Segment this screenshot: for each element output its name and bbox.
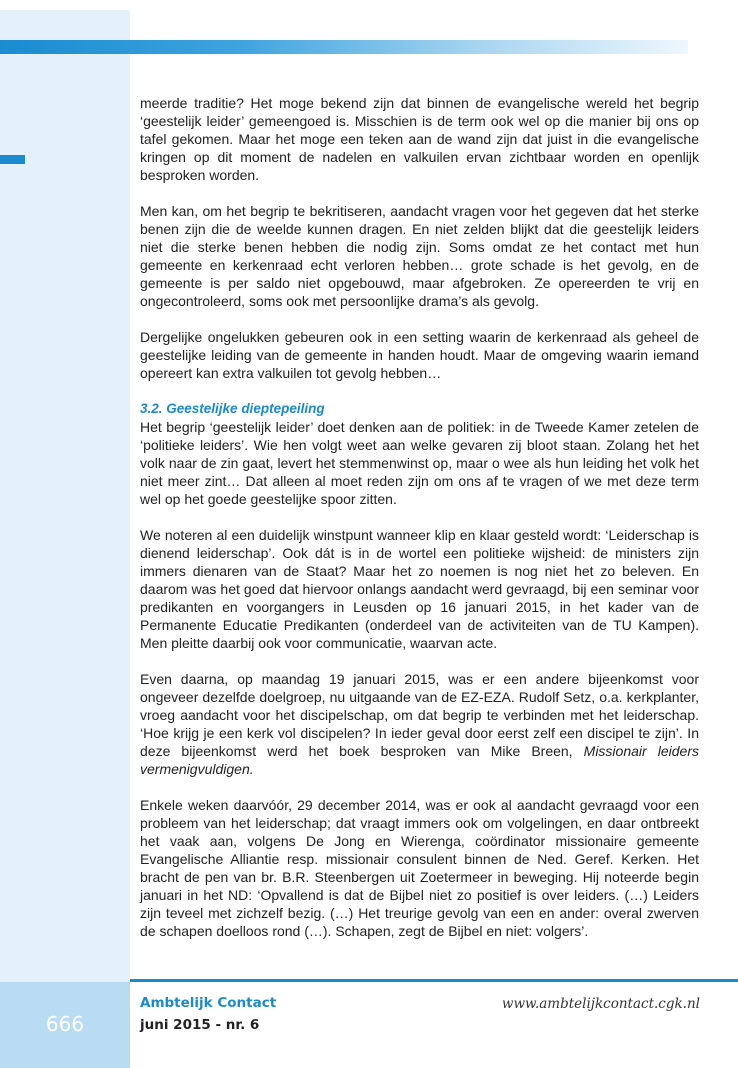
paragraph-7: Enkele weken daarvóór, 29 december 2014, was er ook al aandacht gevraagd voor een probleem van het leiderschap; dat vraagt immers ook om volgelingen, en daar ontbreekt het vaak aan, volgens De Jong en Wierenga, coördinator missionaire gemeente Evangelische Alliantie resp. missionair consulent binnen de Ned. Geref. Kerken. Het bracht de pen van br. B.R. Steenbergen uit Zoetermeer in beweging. Hij noteerde begin januari in het ND: ‘Opvallend is dat de Bijbel niet zo positief is over leiders. (…) Leiders zijn teveel met zichzelf bezig. (…) Het treurige gevolg van een en ander: overal zwerven de schapen doelloos rond (…). Schapen, zegt de Bijbel en niet: volgers’. [140, 797, 699, 939]
paragraph-6 [140, 670, 699, 778]
paragraph-3: Dergelijke ongelukken gebeuren ook in een setting waarin de kerkenraad als geheel de geestelijke leiding van de gemeente in handen houdt. Maar de omgeving waarin iemand opereert kan extra valkuilen tot gevolg hebben… [140, 329, 699, 381]
paragraph-5: We noteren al een duidelijk winstpunt wanneer klip en klaar gesteld wordt: ‘Leiderschap is dienend leiderschap’. Ook dát is in de wortel een politieke wijsheid: de ministers zijn immers dienaren van de Staat? Maar het zo noemen is nog niet het zo beleven. En daarom was het goed dat hiervoor onlangs aandacht werd gevraagd, bij een seminar voor predikanten en voorgangers in Leusden op 16 januari 2015, in het kader van de Permanente Educatie Predikanten (onderdeel van de activiteiten van de TU Kampen). Men pleitte daarbij ook voor communicatie, waarvan acte. [140, 527, 699, 651]
paragraph-6-text: Even daarna, op maandag 19 januari 2015, was er een andere bijeenkomst voor ongeveer dezelfde doelgroep, nu uitgaande van de EZ-EZA. Rudolf Setz, o.a. kerkplanter, vroeg aandacht voor het discipelschap, om dat begrip te verbinden met het leiderschap. ‘Hoe krijg je een kerk vol discipelen? In ieder geval door eerst zelf een discipel te zijn’. In deze bijeenkomst werd het boek besproken van Mike Breen, [140, 671, 699, 759]
magazine-issue: juni 2015 - nr. 6 [140, 1017, 260, 1033]
footer-rule [130, 979, 738, 982]
header-gradient-bar [0, 40, 688, 54]
page-number: 666 [45, 1012, 85, 1036]
website-link[interactable]: www.ambtelijkcontact.cgk.nl [501, 996, 700, 1012]
magazine-title: Ambtelijk Contact [140, 995, 277, 1011]
paragraph-1: meerde traditie? Het moge bekend zijn dat binnen de evangelische wereld het begrip ‘geestelijk leider’ gemeengoed is. Misschien is de term ook wel op die manier bij ons op tafel gekomen. Maar het moge een teken aan de wand zijn dat juist in die evangelische kringen op dit moment de nadelen en valkuilen ervan zichtbaar worden en openlijk besproken worden. [140, 95, 699, 183]
page-sidebar [0, 10, 130, 1068]
article-body [140, 94, 699, 958]
section-heading: 3.2. Geestelijke dieptepeiling [140, 401, 325, 416]
paragraph-4: Het begrip ‘geestelijk leider’ doet denken aan de politiek: in de Tweede Kamer zetelen de ‘politieke leiders’. Wie hen volgt weet aan welke gevaren zij bloot staan. Zolang het het volk naar de zin gaat, levert het stemmenwinst op, maar o wee als hun leiding het volk het niet meer zint… Dat alleen al moet reden zijn om ons af te vragen of we met deze term wel op het goede geestelijke spoor zitten. [140, 419, 699, 507]
book-title: Missionair leiders vermenigvuldigen. [140, 743, 699, 777]
paragraph-2: Men kan, om het begrip te bekritiseren, aandacht vragen voor het gegeven dat het sterke benen zijn die de weelde kunnen dragen. En niet zelden blijkt dat die geestelijk leiders niet die sterke benen hebben die nodig zijn. Soms omdat ze het contact met hun gemeente en kerkenraad echt verloren hebben… grote schade is het gevolg, en de gemeente is per saldo niet opgebouwd, maar afgebroken. Ze opereerden te vrij en ongecontroleerd, soms ook met persoonlijke drama’s als gevolg. [140, 203, 699, 309]
sidebar-marker [0, 155, 25, 164]
